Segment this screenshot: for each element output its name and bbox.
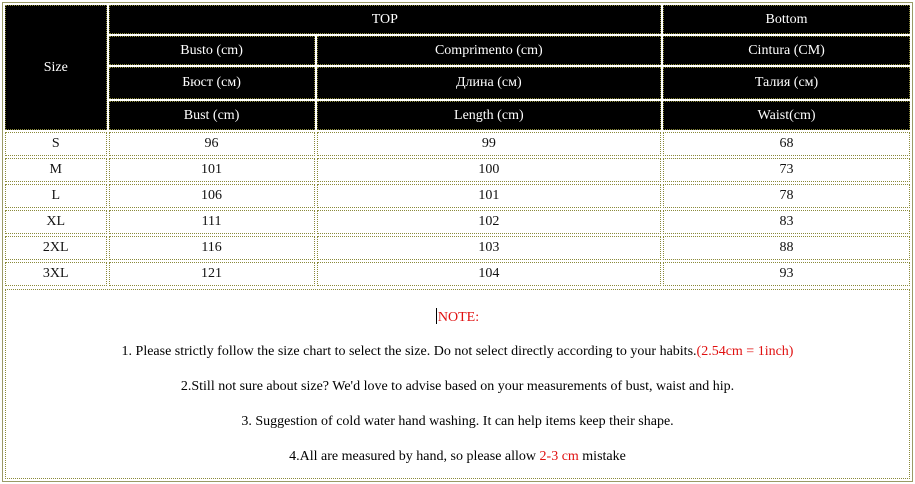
waist-cell: 88: [663, 236, 910, 260]
table-row: [5, 184, 910, 208]
waist-cell: 68: [663, 132, 910, 156]
length-cell: 104: [317, 262, 661, 286]
size-cell: 3XL: [5, 262, 107, 286]
length-header-en: Length (cm): [317, 101, 661, 130]
note-1-text: 1. Please strictly follow the size chart to select the size. Do not select directly according to your habits.: [121, 344, 697, 359]
size-cell: M: [5, 158, 107, 182]
waist-header-it: Cintura (CM): [663, 36, 910, 65]
length-header-it: Comprimento (cm): [317, 36, 661, 65]
bust-cell: 111: [109, 210, 315, 234]
size-cell: 2XL: [5, 236, 107, 260]
table-row: [5, 158, 910, 182]
size-cell: S: [5, 132, 107, 156]
length-cell: 100: [317, 158, 661, 182]
bust-cell: 116: [109, 236, 315, 260]
note-4-suffix: mistake: [578, 449, 626, 464]
note-1: [6, 344, 909, 360]
bust-header-en: Bust (cm): [109, 101, 315, 130]
size-cell: L: [5, 184, 107, 208]
note-4-tolerance: 2-3 cm: [539, 449, 579, 464]
note-2: 2.Still not sure about size? We'd love to advise based on your measurements of bust, waist and hip.: [180, 379, 735, 394]
table-row: [5, 210, 910, 234]
bottom-header: Bottom: [663, 5, 910, 34]
size-table: [3, 3, 912, 288]
table-row: [5, 132, 910, 156]
note-4-text: 4.All are measured by hand, so please allow: [289, 449, 540, 464]
size-chart: [2, 2, 913, 482]
table-row: [5, 262, 910, 286]
note-1-conversion: (2.54cm = 1inch): [696, 344, 794, 359]
note-title-line: [6, 308, 909, 326]
size-header: Size: [5, 5, 107, 130]
note-3: 3. Suggestion of cold water hand washing. It can help items keep their shape.: [241, 414, 674, 429]
table-row: [5, 236, 910, 260]
notes-panel: [5, 289, 910, 479]
waist-cell: 93: [663, 262, 910, 286]
bust-cell: 101: [109, 158, 315, 182]
text-cursor: [436, 308, 437, 324]
top-header: TOP: [109, 5, 662, 34]
note-4: [6, 449, 909, 465]
length-cell: 103: [317, 236, 661, 260]
note-title: NOTE:: [437, 310, 480, 325]
length-cell: 99: [317, 132, 661, 156]
waist-cell: 83: [663, 210, 910, 234]
size-cell: XL: [5, 210, 107, 234]
waist-cell: 78: [663, 184, 910, 208]
bust-header-it: Busto (cm): [109, 36, 315, 65]
length-header-ru: Длина (см): [317, 67, 661, 99]
bust-cell: 106: [109, 184, 315, 208]
bust-header-ru: Бюст (см): [109, 67, 315, 99]
bust-cell: 121: [109, 262, 315, 286]
length-cell: 101: [317, 184, 661, 208]
waist-cell: 73: [663, 158, 910, 182]
bust-cell: 96: [109, 132, 315, 156]
waist-header-en: Waist(cm): [663, 101, 910, 130]
length-cell: 102: [317, 210, 661, 234]
waist-header-ru: Талия (см): [663, 67, 910, 99]
